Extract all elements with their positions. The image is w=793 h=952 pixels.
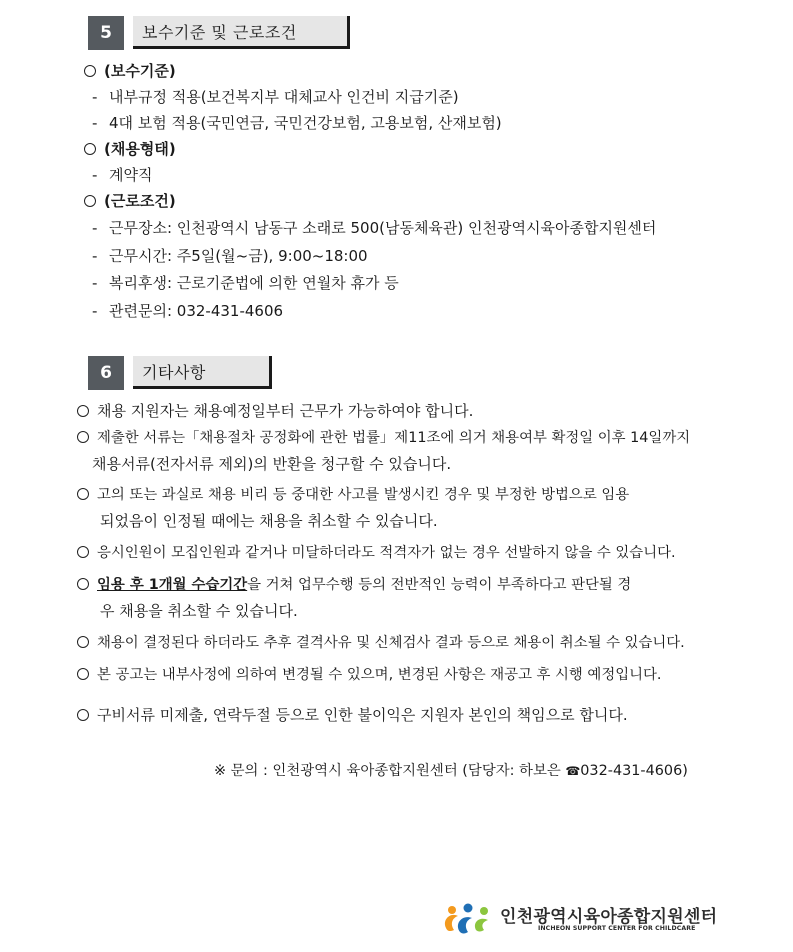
circle-bullet-icon bbox=[77, 431, 89, 443]
group-heading: (근로조건) bbox=[84, 191, 176, 211]
contact-info: ※ 문의 : 인천광역시 육아종합지원센터 (담당자: 하보은 ☎032-431-4606) bbox=[214, 763, 688, 779]
list-item: 구비서류 미제출, 연락두절 등으로 인한 불이익은 지원자 본인의 책임으로 합니다. bbox=[77, 705, 628, 725]
list-item: 응시인원이 모집인원과 같거나 미달하더라도 적격자가 없는 경우 선발하지 않을 수 있습니다. bbox=[77, 543, 676, 563]
circle-bullet-icon bbox=[84, 143, 96, 155]
group-heading: (채용형태) bbox=[84, 139, 176, 159]
list-item: - 근무시간: 주5일(월~금), 9:00~18:00 bbox=[92, 247, 368, 265]
emphasized-text: 임용 후 1개월 수습기간 bbox=[97, 577, 248, 593]
list-item: - 내부규정 적용(보건복지부 대체교사 인건비 지급기준) bbox=[92, 88, 459, 106]
group-heading: (보수기준) bbox=[84, 61, 176, 81]
list-item: - 계약직 bbox=[92, 166, 153, 184]
list-item: - 복리후생: 근로기준법에 의한 연월차 휴가 등 bbox=[92, 274, 399, 292]
circle-bullet-icon bbox=[77, 709, 89, 721]
list-item: - 근무장소: 인천광역시 남동구 소래로 500(남동체육관) 인천광역시육아종합지원센터 bbox=[92, 219, 657, 237]
circle-bullet-icon bbox=[84, 65, 96, 77]
circle-bullet-icon bbox=[77, 546, 89, 558]
list-item: 본 공고는 내부사정에 의하여 변경될 수 있으며, 변경된 사항은 재공고 후 시행 예정입니다. bbox=[77, 665, 662, 685]
circle-bullet-icon bbox=[84, 195, 96, 207]
section-6-header bbox=[88, 356, 272, 390]
list-item-continuation: 되었음이 인정될 때에는 채용을 취소할 수 있습니다. bbox=[100, 512, 438, 530]
list-item-continuation: 채용서류(전자서류 제외)의 반환을 청구할 수 있습니다. bbox=[92, 455, 452, 473]
list-item: - 4대 보험 적용(국민연금, 국민건강보험, 고용보험, 산재보험) bbox=[92, 114, 502, 132]
section-5-title: 보수기준 및 근로조건 bbox=[133, 16, 350, 49]
list-item-continuation: 우 채용을 취소할 수 있습니다. bbox=[100, 602, 298, 620]
list-item: 임용 후 1개월 수습기간을 거쳐 업무수행 등의 전반적인 능력이 부족하다고 판단될 경 bbox=[77, 575, 631, 595]
section-5-header bbox=[88, 16, 350, 50]
circle-bullet-icon bbox=[77, 405, 89, 417]
list-item: 채용이 결정된다 하더라도 추후 결격사유 및 신체검사 결과 등으로 채용이 취소될 수 있습니다. bbox=[77, 633, 685, 653]
center-logo bbox=[440, 898, 718, 938]
list-item: 채용 지원자는 채용예정일부터 근무가 가능하여야 합니다. bbox=[77, 401, 473, 421]
logo-subtitle: INCHEON SUPPORT CENTER FOR CHILDCARE bbox=[538, 925, 696, 932]
list-item: 제출한 서류는「채용절차 공정화에 관한 법률」제11조에 의거 채용여부 확정일 이후 14일까지 bbox=[77, 428, 717, 448]
section-6-title: 기타사항 bbox=[133, 356, 272, 389]
list-item: - 관련문의: 032-431-4606 bbox=[92, 302, 284, 320]
circle-bullet-icon bbox=[77, 636, 89, 648]
logo-name: 인천광역시육아종합지원센터 bbox=[500, 907, 718, 927]
logo-mark-icon bbox=[440, 898, 498, 938]
section-6-number: 6 bbox=[88, 356, 124, 390]
list-item: 고의 또는 과실로 채용 비리 등 중대한 사고를 발생시킨 경우 및 부정한 방법으로 임용 bbox=[77, 485, 629, 505]
phone-icon: ☎ bbox=[565, 764, 581, 778]
circle-bullet-icon bbox=[77, 668, 89, 680]
circle-bullet-icon bbox=[77, 488, 89, 500]
section-5-number: 5 bbox=[88, 16, 124, 50]
circle-bullet-icon bbox=[77, 578, 89, 590]
